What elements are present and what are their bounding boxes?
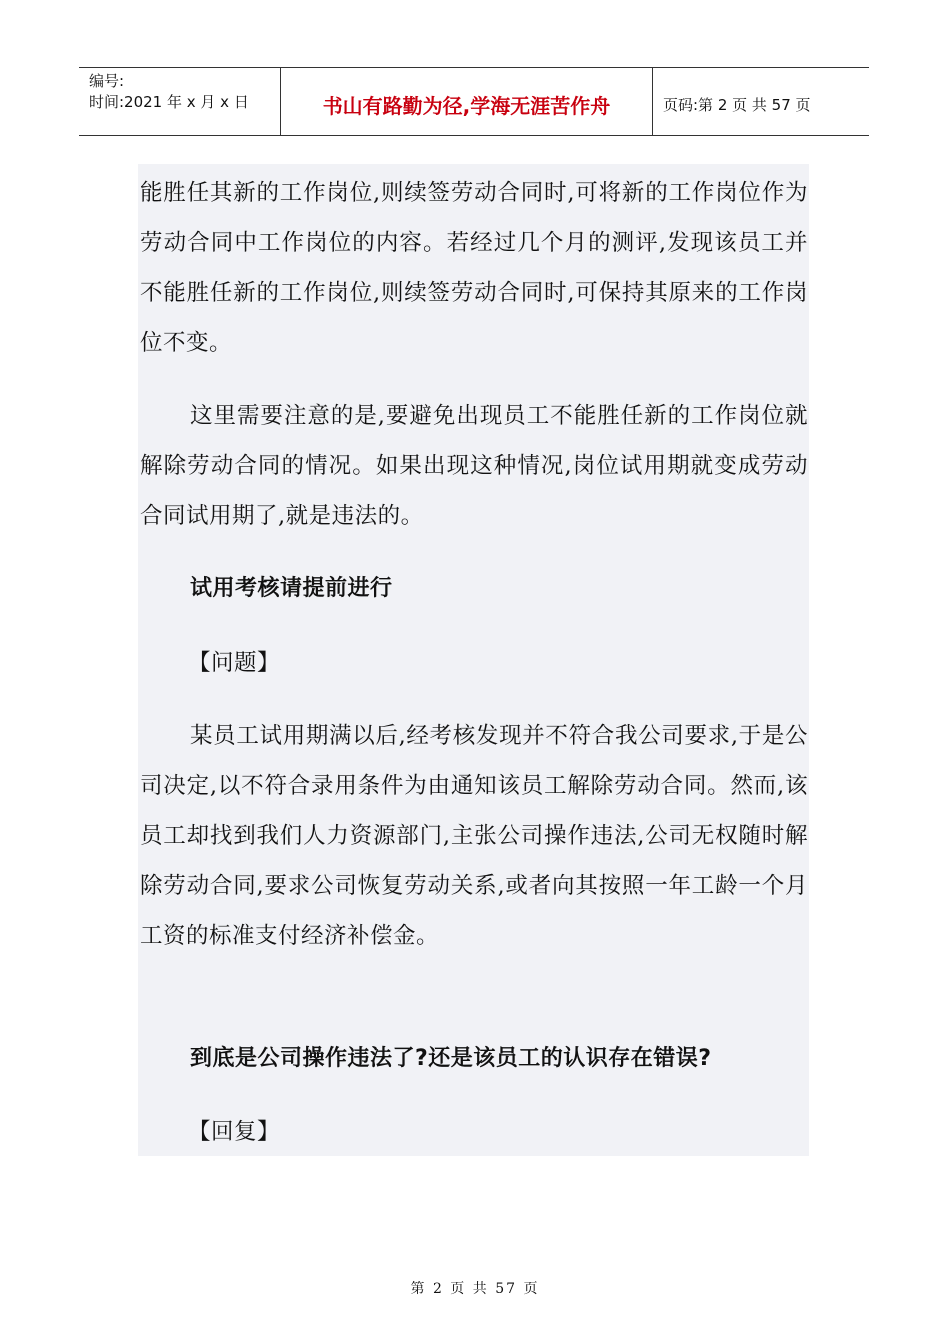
- number-label: 编号:: [89, 72, 125, 90]
- paragraph-1: 能胜任其新的工作岗位,则续签劳动合同时,可将新的工作岗位作为劳动合同中工作岗位的内容。若经过几个月的测评,发现该员工并不能胜任新的工作岗位,则续签劳动合同时,可保持其原来的工作岗位不变。: [140, 180, 808, 356]
- section-heading-2: 到底是公司操作违法了?还是该员工的认识存在错误?: [190, 1046, 712, 1071]
- header-motto: 书山有路勤为径,学海无涯苦作舟: [281, 68, 653, 135]
- page-footer: 第 2 页 共 57 页: [410, 1281, 540, 1297]
- page-header: [79, 67, 869, 136]
- paragraph-2: 这里需要注意的是,要避免出现员工不能胜任新的工作岗位就解除劳动合同的情况。如果出现这种情况,岗位试用期就变成劳动合同试用期了,就是违法的。: [140, 403, 808, 529]
- document-body: [138, 164, 809, 1156]
- question-label: 【问题】: [188, 650, 281, 676]
- answer-label: 【回复】: [188, 1119, 281, 1145]
- header-page-info: 页码:第 2 页 共 57 页: [663, 96, 811, 114]
- time-label: 时间:2021 年 x 月 x 日: [89, 93, 249, 111]
- section-heading-1: 试用考核请提前进行: [190, 576, 393, 601]
- header-meta: [79, 68, 281, 135]
- paragraph-3: 某员工试用期满以后,经考核发现并不符合我公司要求,于是公司决定,以不符合录用条件为由通知该员工解除劳动合同。然而,该员工却找到我们人力资源部门,主张公司操作违法,公司无权随时解除劳动合同,要求公司恢复劳动关系,或者向其按照一年工龄一个月工资的标准支付经济补偿金。: [140, 723, 808, 949]
